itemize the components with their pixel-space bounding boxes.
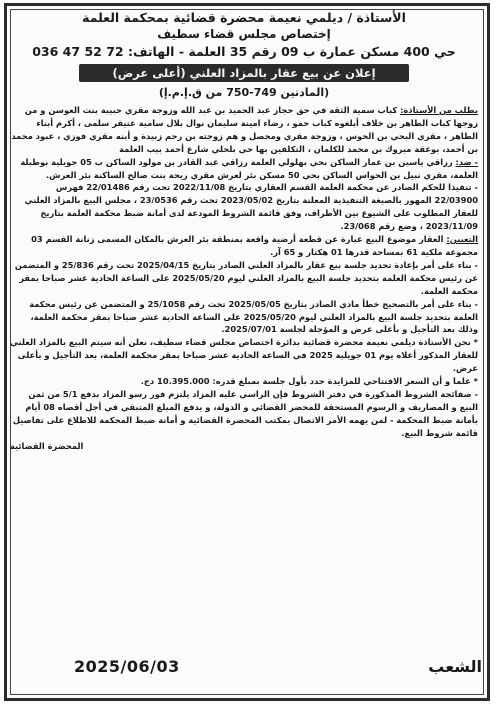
designation-paragraph (10, 233, 478, 259)
jurisdiction: إختصاص مجلس قضاء سطيف (157, 27, 331, 41)
legal-articles: (المادتين 749-750 من ق.إ.م.إ) (158, 86, 330, 99)
correction-paragraph: - بناء على أمر بالتصحيح خطأ مادي الصادر بتاريخ 2025/05/05 تحت رقم 25/1058 و المتضمن عن رئيس محكمة العلمة بتحديد جلسة البيع بالمزاد العلني ليوم 2025/05/20 على الساعة الحادية عشر صباحا بمقر محكمة العلمة، وذلك بعد التأجيل و بأعلى عرض و المؤجلة لجلسة 2025/07/01. (29, 298, 478, 335)
respondent-paragraph (10, 156, 478, 182)
signature: المحضرة القضائية (10, 440, 84, 451)
publication-date: 2025/06/03 (74, 657, 180, 676)
petitioner-text: كباب سمية الثقة في حق حجاز عبد الحميد بن عبد الله وزوجة مقري حبيبة بنت العوسن و من زوجها كباب الطاهر بن خلاف أبلغوه كباب حمو ، رضاء امينة سليمان نوال بلال سامية عتيقر سلمى ، أكرم أبناء الطاهر ، مقري البحي بن الحوس ، وزوجة مقري ومحصل و هم زوجته بن رحم زبيدة و أبنه مقري فوزي ، عبود محمد بن أحمد، بوعقة ميروك بن محمد للكلمان ، التكلفين بها حي بلحلي شارع أحمد بيب العلمة (11, 105, 478, 154)
publication-name: الشعب (428, 657, 482, 676)
conditions-paragraph: - صفائحة الشروط المذكورة في دفتر الشروط فإن الراسي عليه المزاد يلتزم فور رسو المزاد بدفع 5/1 من ثمن البيع و المصاريف و الرسوم المستحقة للمحضر القضائي و الدولة، و يدفع المبلغ المتبقي في أجل أقصاه 08 أيام بأمانة ضبط المحكمة - لمن يهمه الأمر الاتصال بمكتب المحضرة القضائية و أمانة ضبط المحكمة للاطلاع على تفاصيل قائمة شروط البيع. (12, 388, 478, 438)
designation-label: التعيين: (446, 234, 478, 245)
notice-paragraph: * نحن الأستاذة ديلمي نعيمة محضرة قضائية بدائرة اختصاص مجلس قضاء سطيف، نعلن أنه سيتم البيع بالمزاد العلني للعقار المذكور أعلاه يوم 01 جويلية 2025 في الساعة الحادية عشر صباحا بمقر محكمة العلمة، بعد التأجيل و بأعلى عرض. (10, 337, 478, 374)
announcement-body (10, 104, 478, 452)
opening-price-paragraph: * علما و أن السعر الافتتاحي للمزايدة حدد بأول جلسة بمبلغ قدره: 10.395.000 دج. (140, 376, 478, 387)
footer-row (14, 657, 482, 679)
petitioner-label: بطلب من الأستاذة: (400, 105, 478, 115)
petitioner-paragraph (10, 104, 478, 156)
announcement-header (10, 10, 478, 60)
judgment-paragraph: - تنفيذا للحكم الصادر عن محكمة العلمة القسم العقاري بتاريخ 2022/11/08 تحت رقم 22/01486 فهرس 22/03900 المهور بالصيغة التنفيذية المعلنة بتاريخ 2023/05/02 تحت رقم 23/0536 ، مجلس البيع بالمزاد العلني للعقار المطلوب على الشيوع بين الأطراف، وفق قائمة الشروط المودعة لدى أمانة ضبط محكمة العلمة بتاريخ 2023/11/09 ، وضع رقم 23/068. (24, 182, 478, 232)
announcement-title-banner: إعلان عن بيع عقار بالمزاد العلني (أعلى عرض) (79, 64, 409, 82)
order-paragraph: - بناء على أمر بإعادة تحديد جلسة بيع عقار بالمزاد العلني الصادر بتاريخ 2025/04/15 تحت رقم 25/836 و المتضمن عن رئيس محكمة العلمة بتحديد جلسة البيع بالمزاد العلني ليوم 2025/05/20 على الساعة الحادية عشر صباحا بمقر محكمة العلمة. (14, 259, 478, 296)
announcement-content (10, 10, 478, 452)
designation-text: العقار موضوع البيع عبارة عن قطعة أرضية واقعة بمنطقة بئر العرش بالمكان المسمى زنانة القسم 03 مجموعة ملكية 61 بمساحة قدرها 01 هكتار و 65 آر. (31, 234, 478, 257)
bailiff-name: الأستاذة / ديلمي نعيمة محضرة قضائية بمحكمة العلمة (82, 10, 406, 25)
respondent-label: - ضد: (455, 156, 478, 167)
bailiff-address-phone: حي 400 مسكن عمارة ب 09 رقم 35 العلمة - الهاتف: 72 52 47 036 (32, 44, 456, 59)
respondent-text: رزاقي ياسين بن عمار الساكن بحي بهلولي العلمة رزاقي عبد القادر بن مولود الساكن ب 05 جويلية بوطبلة العلمة، مقري نبيل بن الحواس الساكن بحي 50 مسكن بئر لعرش مقري ريحة بنت صالح الساكنة بئر العرش. (20, 156, 478, 180)
